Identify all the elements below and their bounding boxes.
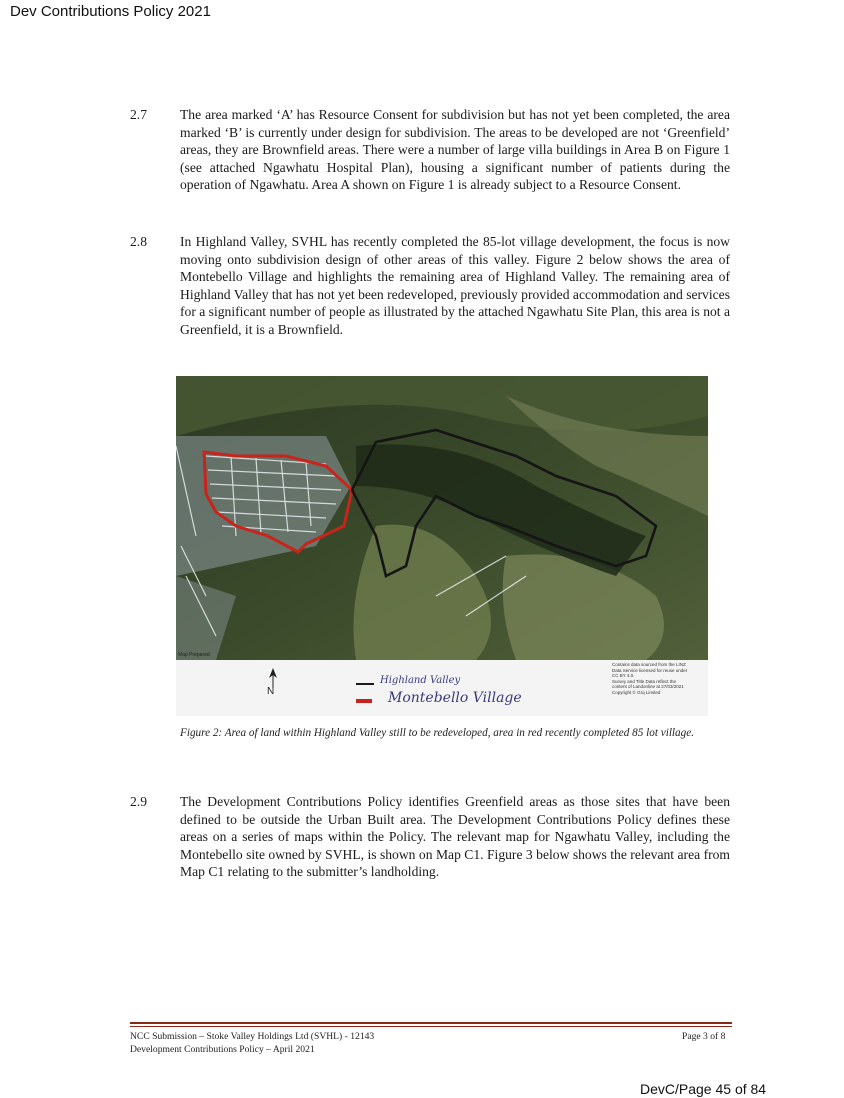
paragraph-number: 2.9 — [130, 794, 147, 809]
paragraph-number: 2.8 — [130, 234, 147, 249]
footer-page-number: Page 3 of 8 — [682, 1031, 726, 1042]
legend-label-highland-valley: Highland Valley — [380, 675, 461, 686]
map-attribution: Contains data sourced from the LINZ Data Service licensed for reuse under CC BY 4.0. Survey and Title Data reflect the content of Landonline at 27/03/2021 Copyright © Grq Limited — [612, 662, 688, 695]
paragraph-text: In Highland Valley, SVHL has recently completed the 85-lot village development, the focus is now moving onto subdivision design of other areas of this valley. Figure 2 below shows the area of Montebello Village and highlights the remaining area of Highland Valley. The remaining area of Highland Valley that has not yet been redeveloped, previously provided accommodation and services for a significant number of people as illustrated by the attached Ngawhatu Site Plan, this area is not a Greenfield, it is a Brownfield. — [180, 234, 731, 337]
map-legend — [176, 660, 708, 716]
footer-left-line-2: Development Contributions Policy – April 2021 — [130, 1044, 315, 1055]
aerial-map-figure — [176, 376, 708, 660]
legend-swatch-highland-valley — [356, 683, 374, 685]
paragraph-2-9 — [130, 793, 730, 903]
figure-caption: Figure 2: Area of land within Highland Valley still to be redeveloped, area in red recently completed 85 lot village. — [180, 727, 694, 739]
footer-rule-thin — [130, 1026, 732, 1027]
legend-label-montebello: Montebello Village — [388, 690, 522, 706]
paragraph-text: The Development Contributions Policy identifies Greenfield areas as those sites that have been defined to be outside the Urban Built area. The Development Contributions Policy defines these areas on a series of maps within the Policy. The relevant map for Ngawhatu Valley, including the Montebello site owned by SVHL, is shown on Map C1. Figure 3 below shows the relevant area from Map C1 relating to the submitter’s landholding. — [180, 794, 730, 880]
page-footer: DevC/Page 45 of 84 — [640, 1081, 767, 1097]
paragraph-text: The area marked ‘A’ has Resource Consent for subdivision but has not yet been completed, the area marked ‘B’ is currently under design for subdivision. The areas to be developed are not ‘Greenfield’ areas, they are Brownfield areas. There were a number of large villa buildings in Area B on Figure 1 (see attached Ngawhatu Hospital Plan), housing a significant number of patients during the operation of Ngawhatu. Area A shown on Figure 1 is already subject to a Resource Consent. — [180, 107, 730, 193]
legend-swatch-montebello — [356, 699, 372, 703]
north-label: N — [267, 686, 275, 697]
paragraph-2-8 — [130, 233, 730, 363]
footer-rule — [130, 1022, 732, 1024]
paragraph-number: 2.7 — [130, 107, 147, 122]
document-header: Dev Contributions Policy 2021 — [10, 3, 211, 20]
footer-left-line-1: NCC Submission – Stoke Valley Holdings Ltd (SVHL) - 12143 — [130, 1031, 375, 1042]
map-prepared-label: Map Prepared — [178, 652, 210, 658]
paragraph-2-7 — [130, 106, 730, 216]
